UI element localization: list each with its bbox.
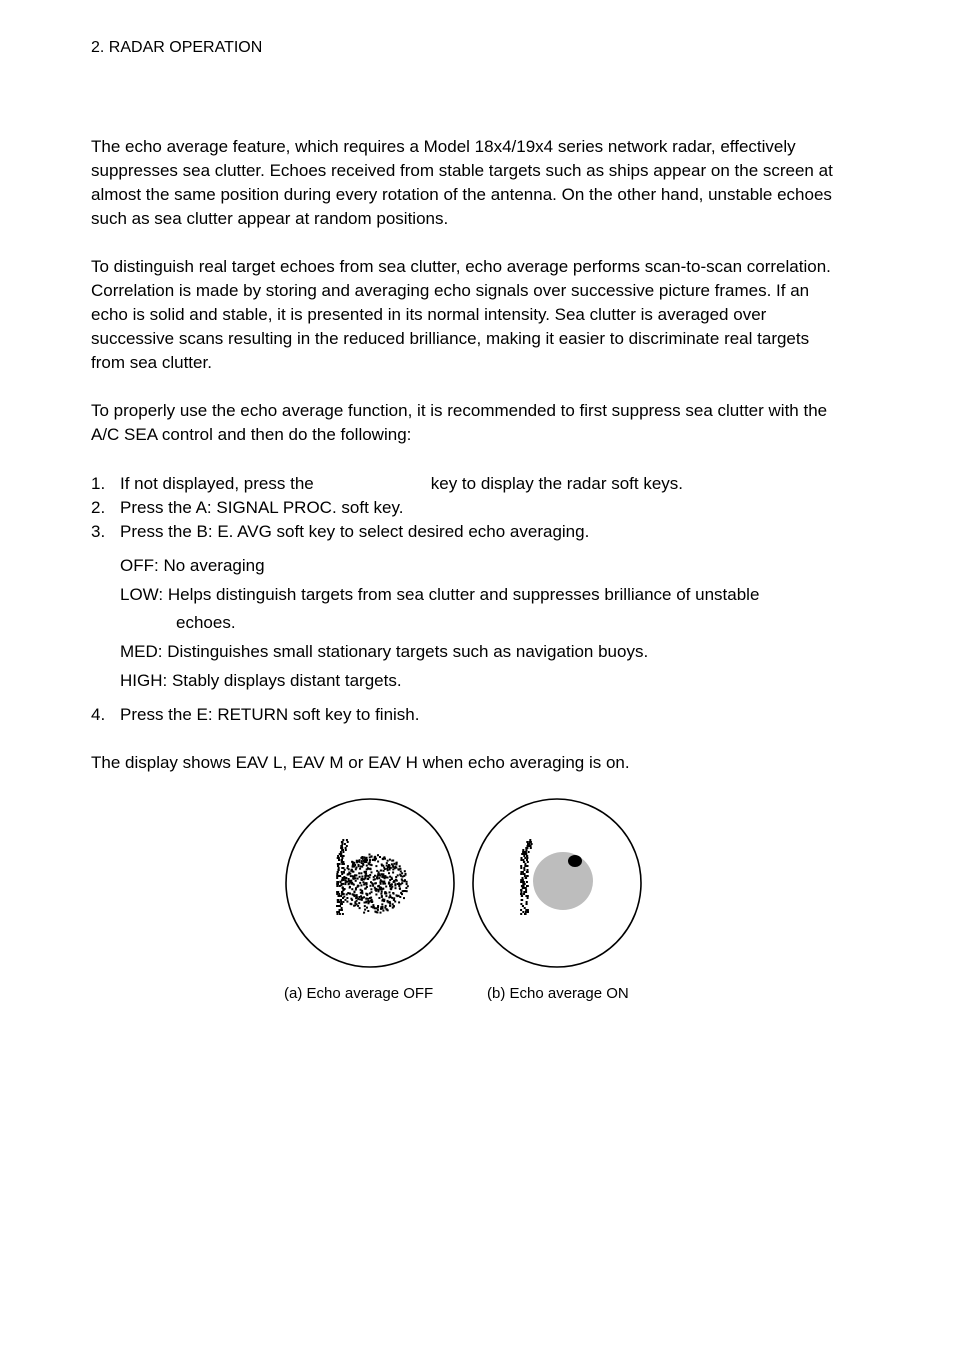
step-3-text: Press the B: E. AVG soft key to select desired echo averaging. [120,522,590,541]
step-1 [91,472,683,496]
step-number: 2. [91,498,106,517]
paragraph-intro: The echo average feature, which requires a Model 18x4/19x4 series network radar, effectively suppresses sea clutter. Echoes received from stable targets such as ships appear on the screen at almost the same position during every rotation of the antenna. On the other hand, unstable echoes such as sea clutter appear at random positions. [91,137,833,228]
caption-echo-average-on: (b) Echo average ON [487,985,629,1002]
radar-illustrations [280,795,660,985]
step-1-text-start: If not displayed, press the [120,474,314,493]
option-high: HIGH: Stably displays distant targets. [120,671,402,690]
step-4-text: Press the E: RETURN soft key to finish. [120,705,420,724]
step-2 [91,496,403,520]
step-number: 4. [91,705,106,724]
step-2-text: Press the A: SIGNAL PROC. soft key. [120,498,404,517]
step-4 [91,703,419,727]
stable-target-dot [568,855,582,867]
echo-average-figure [280,795,660,1010]
caption-echo-average-off: (a) Echo average OFF [284,985,434,1002]
option-low: LOW: Helps distinguish targets from sea clutter and suppresses brilliance of unstable [120,585,760,604]
option-low-continued: echoes. [176,613,236,632]
radar-display-on [473,799,641,967]
paragraph-display-note: The display shows EAV L, EAV M or EAV H when echo averaging is on. [91,753,630,772]
option-off: OFF: No averaging [120,556,265,575]
step-1-text-end: key to display the radar soft keys. [430,474,684,493]
paragraph-correlation: To distinguish real target echoes from sea clutter, echo average performs scan-to-scan correlation. Correlation is made by storing and averaging echo signals over successive picture frames. If an echo is solid and stable, it is presented in its normal intensity. Sea clutter is averaged over successive scans resulting in the reduced brilliance, making it easier to discriminate real targets from sea clutter. [91,257,831,372]
section-header: 2. RADAR OPERATION [91,39,263,56]
averaged-clutter-area [533,852,593,910]
option-med: MED: Distinguishes small stationary targets such as navigation buoys. [120,642,649,661]
radar-display-off [286,799,454,967]
step-3 [91,520,589,544]
step-number: 1. [91,474,106,493]
step-number: 3. [91,522,106,541]
paragraph-procedure-intro: To properly use the echo average function, it is recommended to first suppress sea clutter with the A/C SEA control and then do the following: [91,401,828,444]
